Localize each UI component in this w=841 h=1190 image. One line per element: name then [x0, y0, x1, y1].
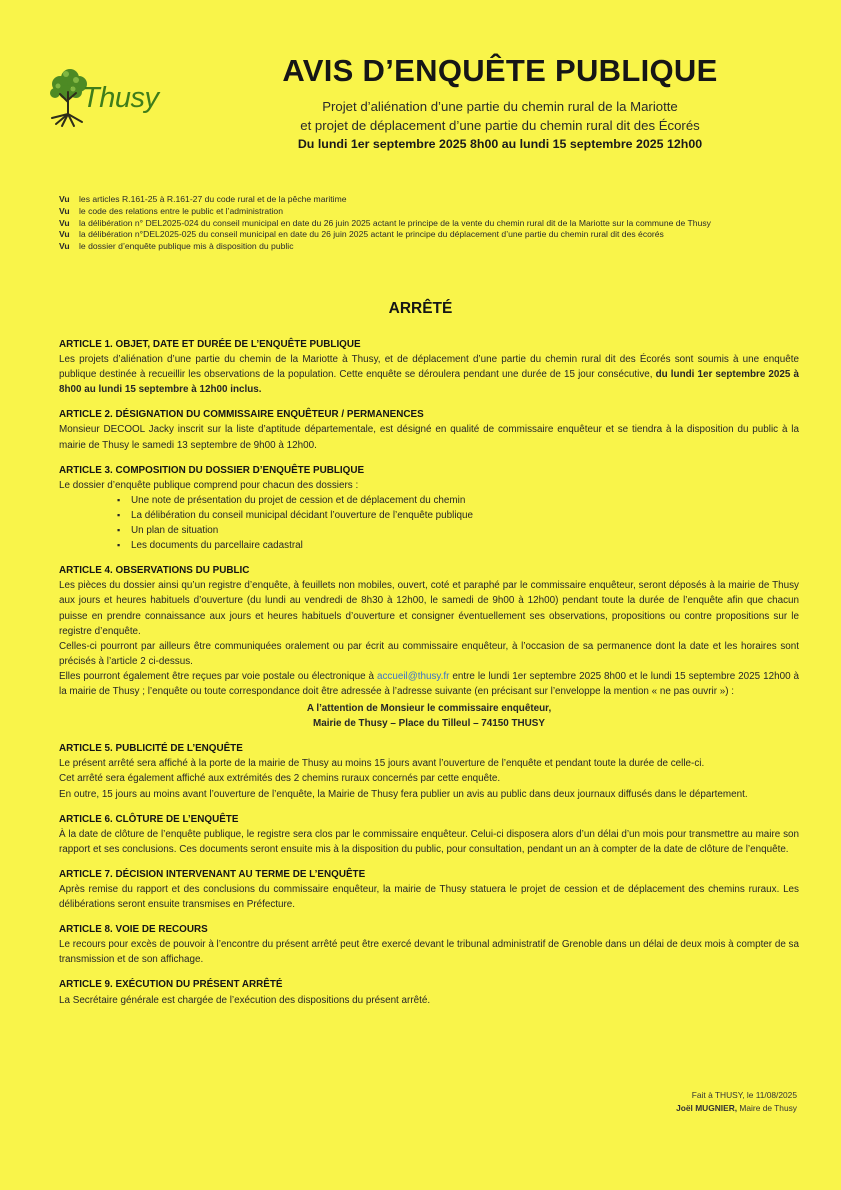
postal-address: A l’attention de Monsieur le commissaire enquêteur, Mairie de Thusy – Place du Tilleul – 74150 THUSY	[306, 703, 552, 730]
article-title: ARTICLE 8. VOIE DE RECOURS	[59, 924, 208, 936]
vu-item: Vu la délibération n°DEL2025-025 du conseil municipal en date du 26 juin 2025 actant le principe du déplacement d’une partie du chemin rural dit des écorés	[59, 229, 664, 240]
vu-item: Vu la délibération n° DEL2025-024 du conseil municipal en date du 26 juin 2025 actant le principe de la vente du chemin rural dit de la Mariotte sur la commune de Thusy	[59, 217, 711, 228]
article-title: ARTICLE 5. PUBLICITÉ DE L’ENQUÊTE	[59, 743, 243, 755]
article-text: Après remise du rapport et des conclusions du commissaire enquêteur, la mairie de Thusy statuera le projet de cession et de déplacement des chemins ruraux. Les délibérations seront ensuite transmises en Préfecture.	[59, 884, 799, 911]
article-text: Le présent arrêté sera affiché à la porte de la mairie de Thusy au moins 15 jours avant l’ouverture de l’enquête et pendant toute la durée de celle-ci.	[59, 758, 705, 770]
list-item: ▪ Un plan de situation	[131, 523, 799, 538]
article-text: À la date de clôture de l’enquête publique, le registre sera clos par le commissaire enquêteur. Celui-ci disposera alors d’un délai d’un mois pour transmettre au maire son rapport et ses conclusions. Ces documents seront ensuite mis à la disposition du public, pour consultation, pendant un an à compter de la date de clôture de l’enquête.	[59, 828, 799, 855]
vu-list	[59, 194, 804, 253]
signature-name-line	[676, 1102, 797, 1115]
vu-item: Vu les articles R.161-25 à R.161-27 du code rural et de la pêche maritime	[59, 194, 347, 204]
article-2	[59, 407, 799, 452]
list-item: ▪ Une note de présentation du projet de cession et de déplacement du chemin	[131, 493, 799, 508]
article-title: ARTICLE 4. OBSERVATIONS DU PUBLIC	[59, 565, 250, 577]
article-8	[59, 922, 799, 967]
article-text: Le recours pour excès de pouvoir à l’encontre du présent arrêté peut être exercé devant le tribunal administratif de Grenoble dans un délai de deux mois à compter de sa transmission et de son affichage.	[59, 939, 799, 966]
article-9	[59, 977, 799, 1007]
article-1	[59, 337, 799, 397]
list-item: ▪ Les documents du parcellaire cadastral	[131, 538, 799, 553]
article-5	[59, 741, 799, 801]
article-text: Monsieur DECOOL Jacky inscrit sur la liste d’aptitude départementale, est désigné en qualité de commissaire enquêteur et se tiendra à la disposition du public à la mairie de Thusy le samedi 13 septembre de 9h00 à 12h00.	[59, 424, 799, 451]
article-text: Les projets d’aliénation d’une partie du chemin de la Mariotte à Thusy, et de déplacement d’une partie du chemin rural dit des Écorés sont soumis à une enquête publique destinée à recueillir les observations de la population. Cette enquête se déroulera pendant une durée de 15 jour consécutive, du lundi 1er septembre 2025 à 8h00 au lundi 15 septembre à 12h00 inclus.	[59, 354, 799, 396]
thusy-logo	[46, 62, 176, 132]
dossier-list	[59, 493, 799, 553]
article-title: ARTICLE 3. COMPOSITION DU DOSSIER D’ENQUÊTE PUBLIQUE	[59, 464, 365, 476]
article-text: En outre, 15 jours au moins avant l’ouverture de l’enquête, la Mairie de Thusy fera publier un avis au public dans deux journaux diffusés dans le département.	[59, 788, 748, 800]
signatory-name: Joël MUGNIER,	[676, 1102, 738, 1113]
articles	[59, 337, 799, 1018]
subtitle-2: et projet de déplacement d’une partie du chemin rural dit des Écorés	[300, 118, 700, 133]
article-title: ARTICLE 6. CLÔTURE DE L’ENQUÊTE	[59, 813, 239, 825]
vu-label: Vu	[59, 194, 70, 204]
article-title: ARTICLE 7. DÉCISION INTERVENANT AU TERME DE L’ENQUÊTE	[59, 868, 366, 880]
article-title: ARTICLE 2. DÉSIGNATION DU COMMISSAIRE ENQUÊTEUR / PERMANENCES	[59, 409, 424, 421]
article-title: ARTICLE 1. OBJET, DATE ET DURÉE DE L’ENQUÊTE PUBLIQUE	[59, 339, 361, 350]
article-6	[59, 812, 799, 857]
signature-block	[676, 1089, 797, 1114]
email-link[interactable]: accueil@thusy.fr	[376, 670, 450, 682]
list-item: ▪ La délibération du conseil municipal décidant l’ouverture de l’enquête publique	[131, 508, 799, 523]
article-text: Elles pourront également être reçues par voie postale ou électronique à accueil@thusy.fr entre le lundi 1er septembre 2025 8h00 et le lundi 15 septembre 2025 12h00 à la mairie de Thusy ; l’enquête ou toute correspondance doit être adressée à l’adresse suivante (en précisant sur l’enveloppe la mention « ne pas ouvrir ») :	[59, 670, 800, 697]
article-text: Les pièces du dossier ainsi qu’un registre d’enquête, à feuillets non mobiles, ouvert, coté et paraphé par le commissaire enquêteur, seront déposés à la mairie de Thusy aux jours et heures habituels d’ouverture (du lundi au vendredi de 8h30 à 12h00, le samedi de 9h00 à 12h00) pendant toute la durée de l’enquête afin que chacun puisse en prendre connaissance aux jours et heures habituels d’ouverture et consigner éventuellement ses observations, propositions ou contre propositions sur le registre d’enquête.	[59, 580, 799, 637]
vu-label: Vu	[59, 241, 70, 252]
vu-label: Vu	[59, 205, 70, 216]
notice-header	[230, 52, 770, 165]
article-4	[59, 563, 799, 731]
subtitle-1: Projet d’aliénation d’une partie du chemin rural de la Mariotte	[322, 99, 678, 114]
article-text: Cet arrêté sera également affiché aux extrémités des 2 chemins ruraux concernés par cette enquête.	[59, 773, 501, 785]
vu-label: Vu	[59, 229, 70, 240]
article-text: Celles-ci pourront par ailleurs être communiquées oralement ou par écrit au commissaire enquêteur, à l’occasion de sa permanence dont la date et les horaires sont précisés à l’article 2 ci-dessus.	[59, 640, 799, 667]
article-3	[59, 463, 799, 554]
article-7	[59, 867, 799, 912]
arrete-heading: ARRÊTÉ	[388, 300, 453, 317]
article-title: ARTICLE 9. EXÉCUTION DU PRÉSENT ARRÊTÉ	[59, 979, 283, 991]
vu-item: Vu le code des relations entre le public et l’administration	[59, 205, 283, 216]
page-title: AVIS D’ENQUÊTE PUBLIQUE	[282, 53, 718, 88]
signature-place-date: Fait à THUSY, le 11/08/2025	[691, 1090, 797, 1100]
vu-item: Vu le dossier d’enquête publique mis à disposition du public	[59, 241, 294, 252]
vu-label: Vu	[59, 217, 70, 228]
logo-text: Thusy	[82, 82, 159, 114]
article-text: La Secrétaire générale est chargée de l’exécution des dispositions du présent arrêté.	[59, 994, 431, 1006]
enquiry-dates: Du lundi 1er septembre 2025 8h00 au lundi 15 septembre 2025 12h00	[297, 137, 703, 151]
article-text: Le dossier d’enquête publique comprend pour chacun des dossiers :	[59, 479, 359, 491]
signatory-role: Maire de Thusy	[739, 1102, 797, 1113]
